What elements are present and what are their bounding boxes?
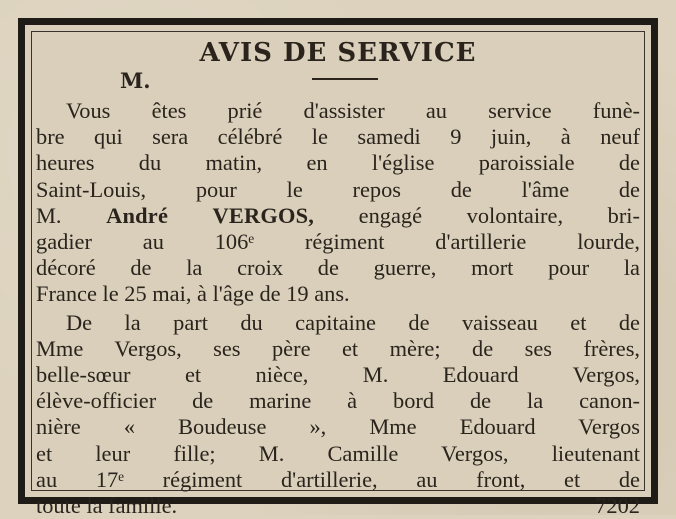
deceased-name: André VERGOS,	[106, 202, 315, 228]
notice-content	[36, 34, 640, 519]
paragraph2-line: Mme Vergos, ses père et mère; de ses frères,	[36, 335, 640, 361]
deceased-prefix: M.	[36, 202, 62, 228]
paragraph1-line: Saint-Louis, pour le repos de l'âme de	[36, 176, 640, 202]
paragraph2-line: nière « Boudeuse », Mme Edouard Vergos	[36, 414, 640, 440]
deceased-suffix: engagé volontaire, bri-	[358, 202, 640, 228]
paragraph1-line: France le 25 mai, à l'âge de 19 ans.	[36, 281, 350, 307]
paragraph1-line-deceased	[36, 203, 640, 229]
notice-body	[36, 98, 640, 519]
salutation-row	[36, 70, 640, 98]
paragraph1-line: gadier au 106ᵉ régiment d'artillerie lourde,	[36, 229, 640, 255]
closing-line	[36, 493, 640, 519]
paragraph1-line: décoré de la croix de guerre, mort pour la	[36, 255, 640, 281]
paragraph2-line: au 17ᵉ régiment d'artillerie, au front, et de	[36, 466, 640, 492]
reference-number: 7202	[595, 493, 640, 519]
notice-title: AVIS DE SERVICE	[199, 38, 477, 68]
salutation: M.	[120, 68, 151, 93]
paragraph2-line: et leur fille; M. Camille Vergos, lieutenant	[36, 440, 640, 466]
paragraph1-line: heures du matin, en l'église paroissiale de	[36, 150, 640, 176]
closing-text: toute la famille.	[36, 493, 178, 519]
paragraph2-line: De la part du capitaine de vaisseau et de	[66, 309, 640, 335]
paragraph1-line: Vous êtes prié d'assister au service funè-	[66, 98, 640, 123]
paragraph2-line: élève-officier de marine à bord de la canon-	[36, 388, 640, 414]
title-rule	[312, 78, 378, 80]
paragraph2-line: belle-sœur et nièce, M. Edouard Vergos,	[36, 362, 640, 388]
paragraph1-line: bre qui sera célébré le samedi 9 juin, à neuf	[36, 124, 640, 150]
